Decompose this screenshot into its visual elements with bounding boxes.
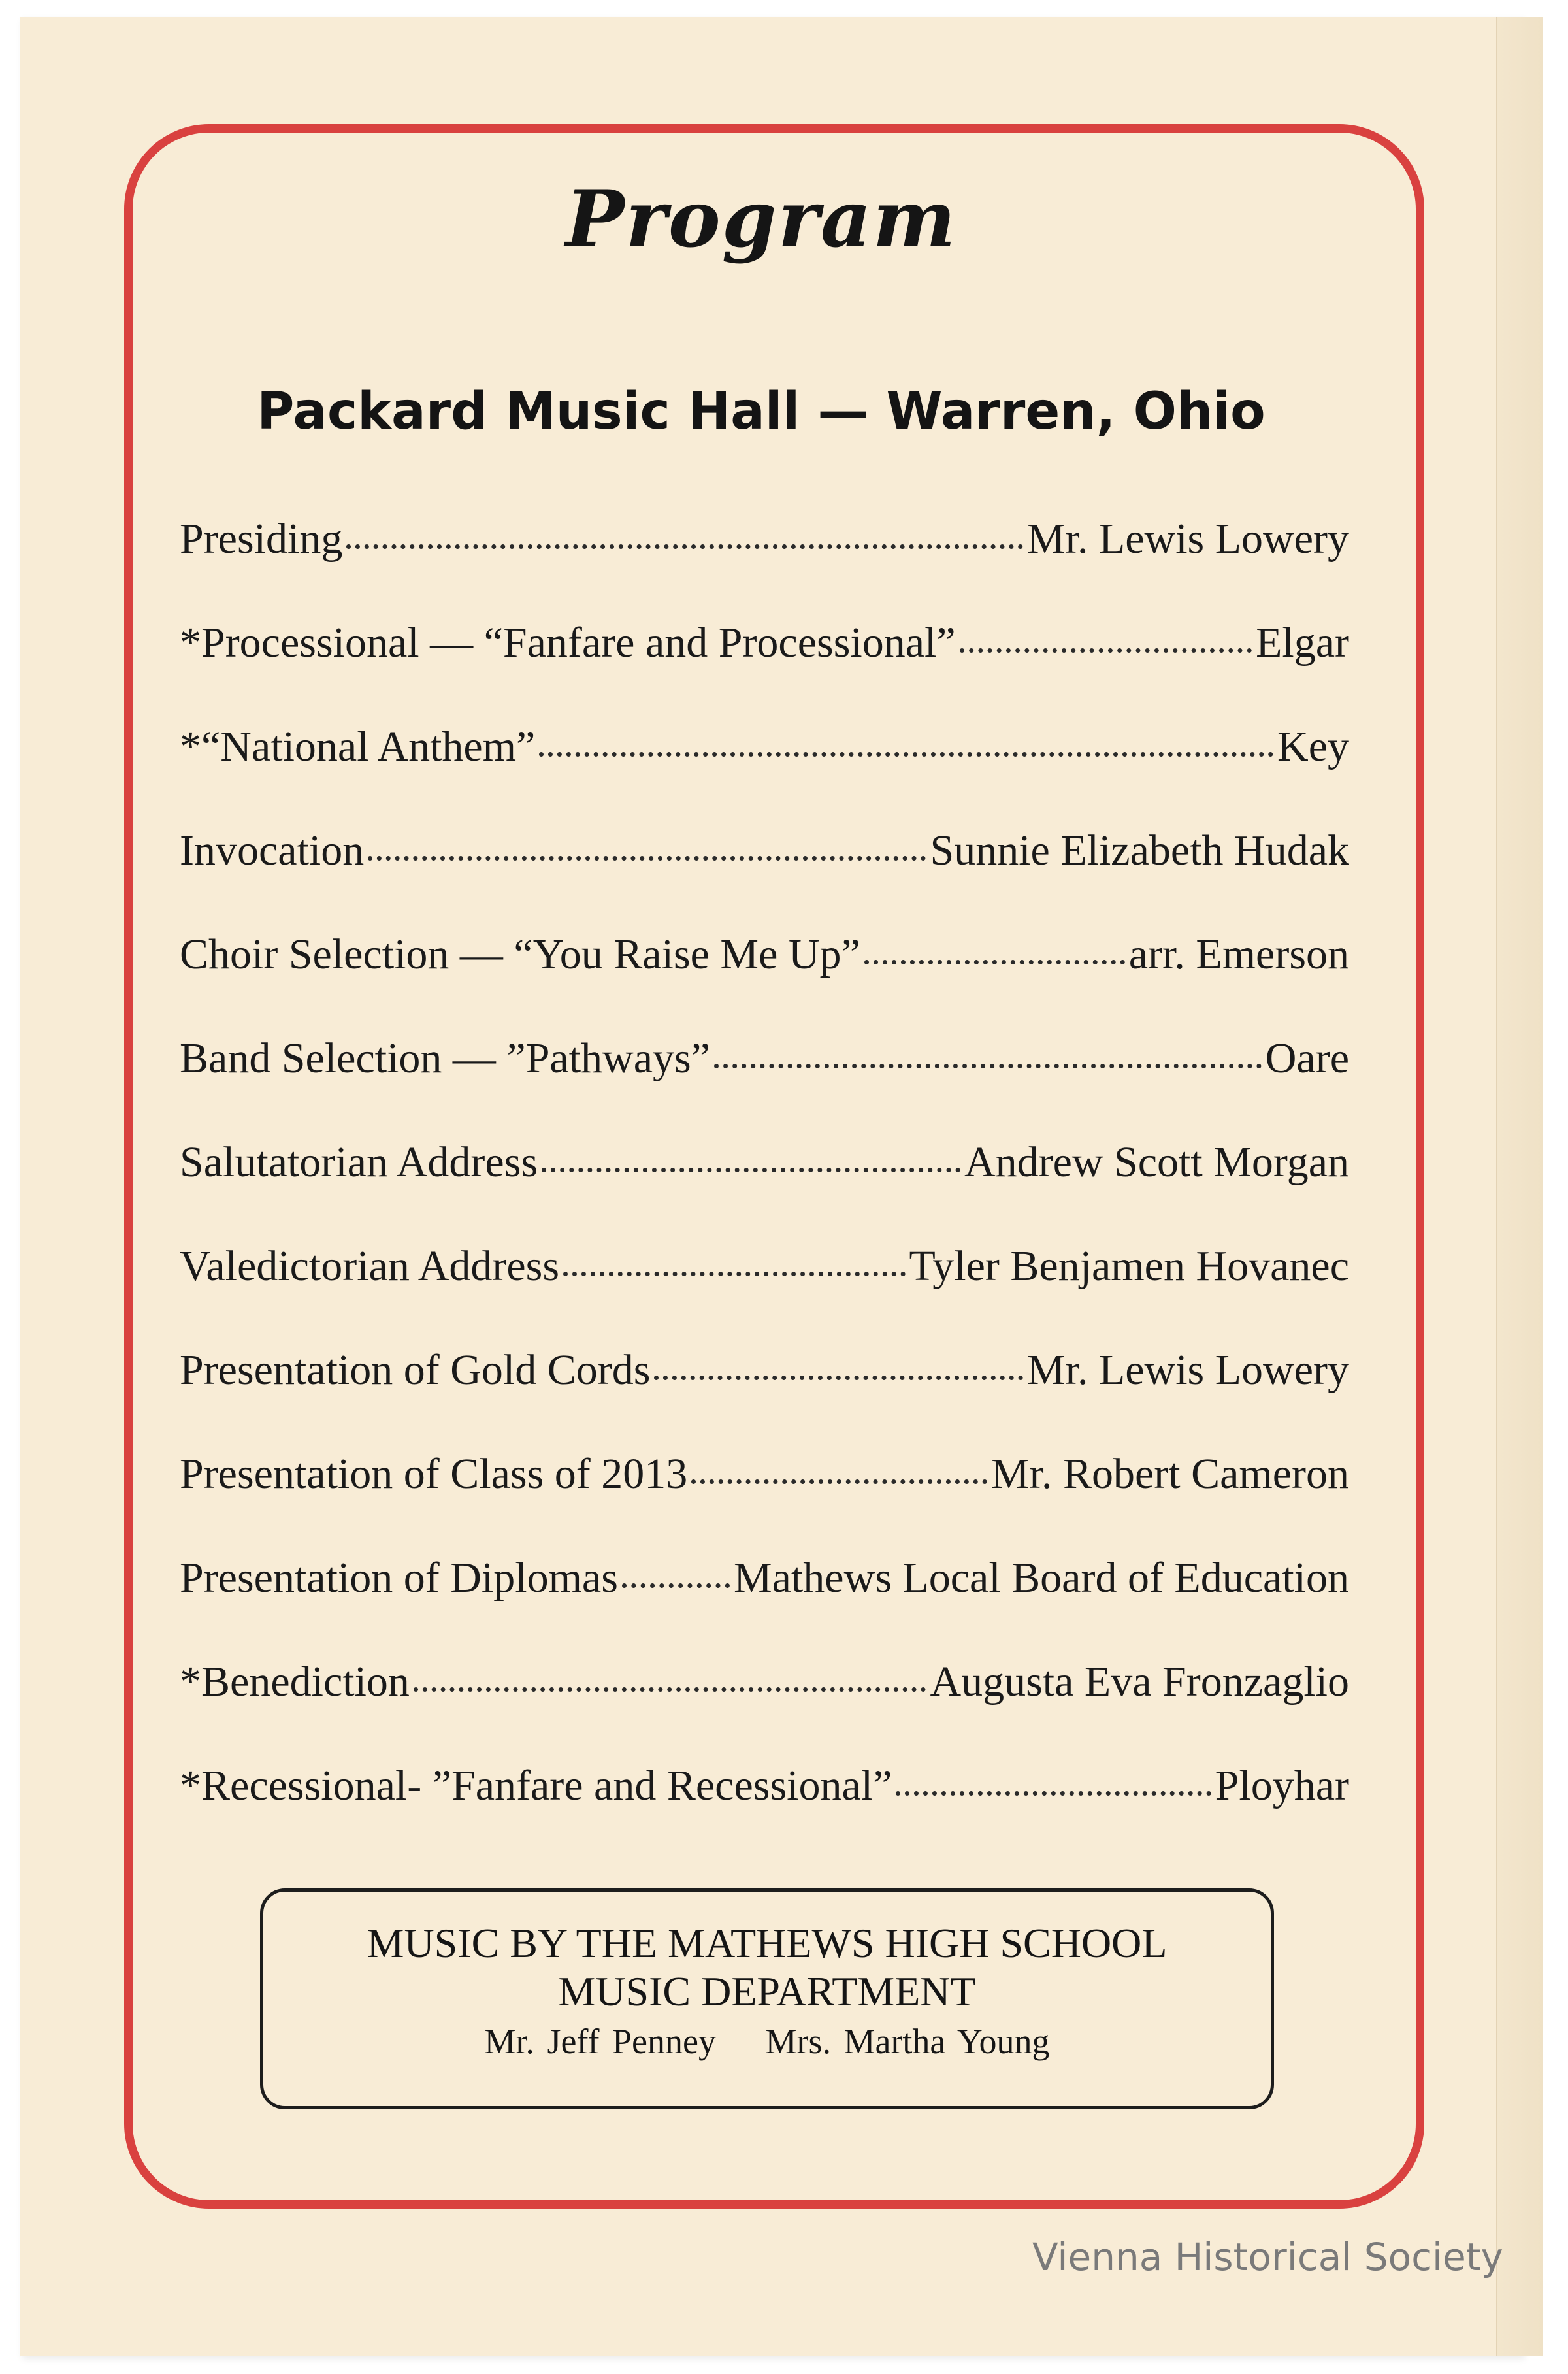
program-item-label: Invocation [180, 827, 365, 874]
program-items-list [180, 510, 1349, 1860]
program-item-label: *Benediction [180, 1658, 410, 1706]
program-item-person: Oare [1265, 1034, 1349, 1082]
program-item [180, 1341, 1349, 1445]
dot-leader [691, 1445, 987, 1488]
dot-leader [714, 1029, 1262, 1072]
program-item [180, 614, 1349, 717]
program-item-label: Presiding [180, 515, 343, 563]
program-item-label: *Processional — “Fanfare and Processional” [180, 619, 956, 667]
dot-leader [960, 614, 1252, 657]
paper-edge [1496, 17, 1543, 2356]
program-item-person: Sunnie Elizabeth Hudak [930, 827, 1349, 874]
program-item [180, 925, 1349, 1029]
director-name: Mr. Jeff Penney [484, 2022, 716, 2061]
program-item-person: Andrew Scott Morgan [964, 1138, 1349, 1186]
program-item-person: Mr. Lewis Lowery [1026, 515, 1349, 563]
dot-leader [539, 717, 1273, 761]
director-name: Mrs. Martha Young [765, 2022, 1050, 2061]
program-item-person: Ployhar [1215, 1762, 1349, 1809]
program-item-person: Tyler Benjamen Hovanec [909, 1242, 1349, 1290]
program-item-person: Key [1277, 723, 1349, 770]
dot-leader [563, 1237, 906, 1280]
program-item-person: Mr. Lewis Lowery [1026, 1346, 1349, 1394]
program-item-label: Salutatorian Address [180, 1138, 538, 1186]
program-item-person: Mr. Robert Cameron [990, 1450, 1349, 1498]
program-item-label: Valedictorian Address [180, 1242, 560, 1290]
music-credit-line: MUSIC BY THE MATHEWS HIGH SCHOOL [367, 1920, 1168, 1966]
program-item [180, 1133, 1349, 1237]
program-item-label: Presentation of Gold Cords [180, 1346, 651, 1394]
program-item [180, 1445, 1349, 1549]
dot-leader [864, 925, 1125, 968]
program-item-person: Mathews Local Board of Education [733, 1554, 1349, 1602]
program-item [180, 1653, 1349, 1756]
program-item-person: Augusta Eva Fronzaglio [930, 1658, 1349, 1706]
music-department-line: MUSIC DEPARTMENT [558, 1968, 976, 2015]
program-item-label: Presentation of Class of 2013 [180, 1450, 688, 1498]
dot-leader [896, 1756, 1211, 1800]
dot-leader [368, 821, 926, 865]
watermark: Vienna Historical Society [1032, 2235, 1503, 2279]
program-item [180, 717, 1349, 821]
program-item-label: Choir Selection — “You Raise Me Up” [180, 931, 860, 978]
program-item-label: *“National Anthem” [180, 723, 536, 770]
program-item [180, 510, 1349, 614]
music-credits-box [260, 1888, 1274, 2109]
program-item-label: Presentation of Diplomas [180, 1554, 618, 1602]
program-item [180, 1756, 1349, 1860]
venue-heading: Packard Music Hall — Warren, Ohio [257, 382, 1266, 441]
dot-leader [346, 510, 1023, 553]
program-title: Program [565, 173, 957, 265]
dot-leader [654, 1341, 1022, 1384]
program-item [180, 821, 1349, 925]
program-item [180, 1237, 1349, 1341]
program-item-label: *Recessional- ”Fanfare and Recessional” [180, 1762, 892, 1809]
program-item-person: arr. Emerson [1128, 931, 1349, 978]
program-item [180, 1029, 1349, 1133]
program-item-label: Band Selection — ”Pathways” [180, 1034, 710, 1082]
music-directors [263, 2021, 1271, 2062]
program-item [180, 1549, 1349, 1653]
program-item-person: Elgar [1256, 619, 1349, 667]
dot-leader [542, 1133, 960, 1176]
dot-leader [622, 1549, 730, 1592]
dot-leader [414, 1653, 926, 1696]
